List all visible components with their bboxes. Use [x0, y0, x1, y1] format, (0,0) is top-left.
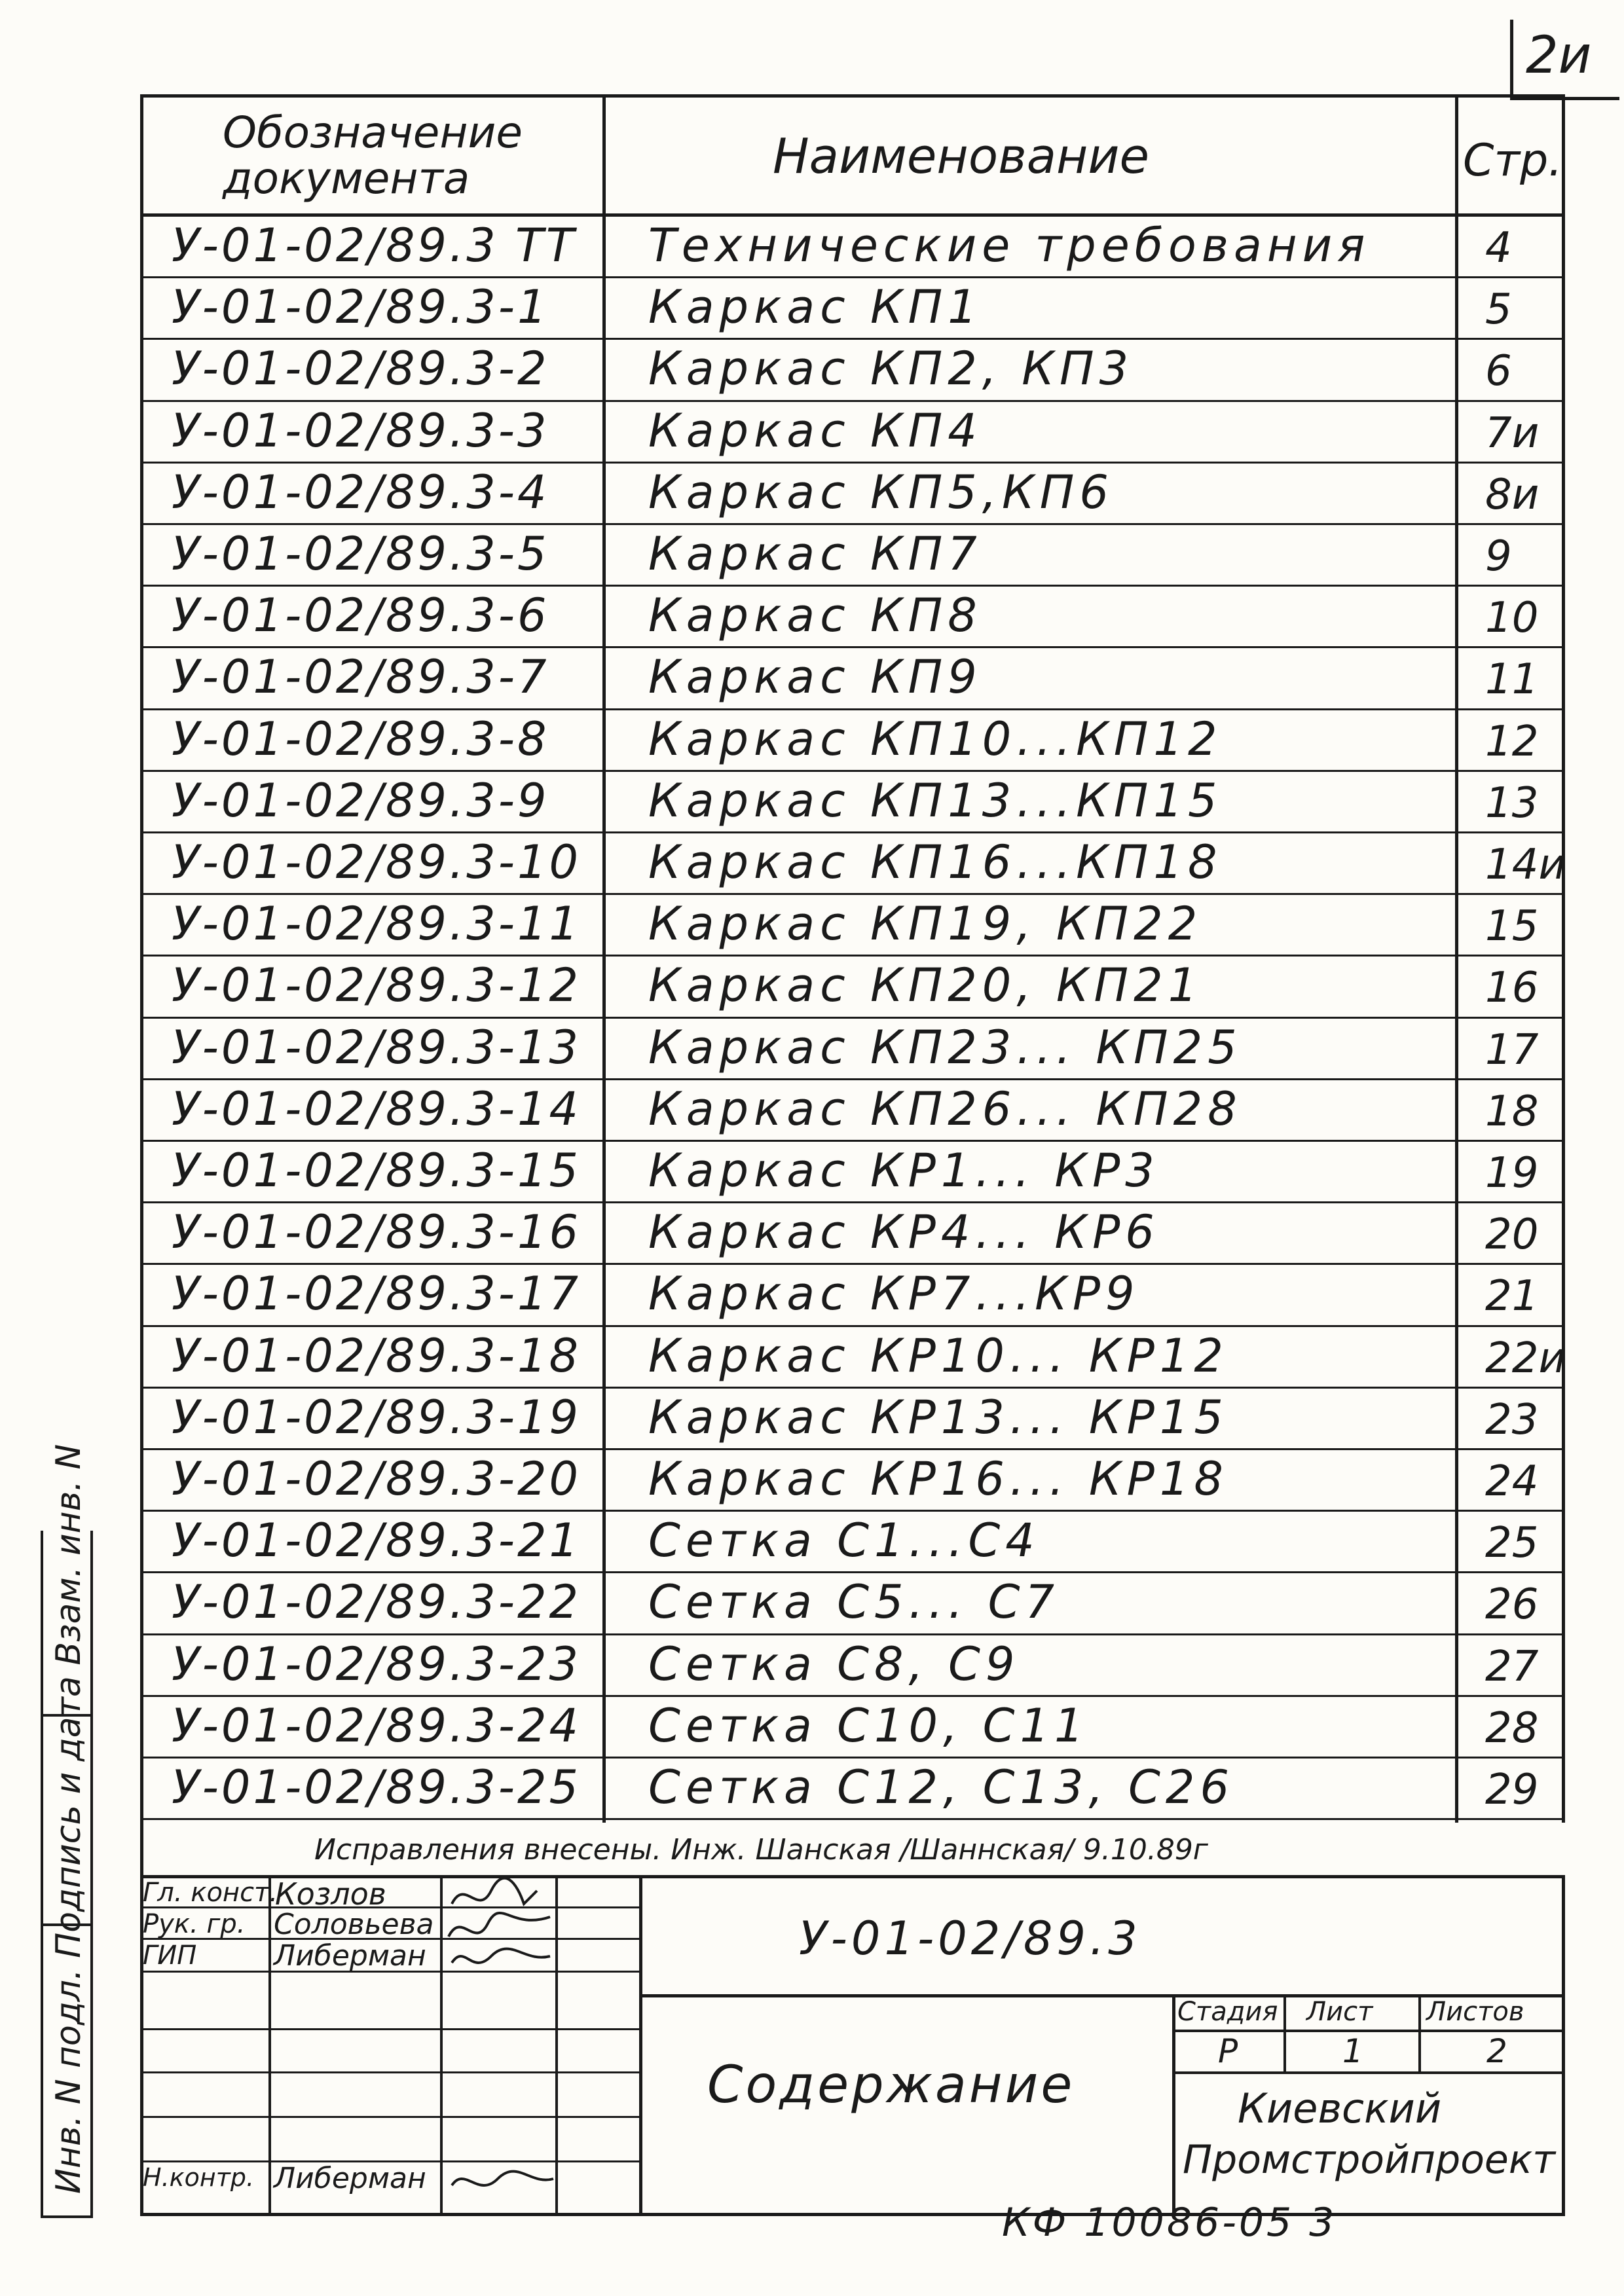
sheets-value: 2: [1486, 2032, 1507, 2070]
row-name: Каркас КП5,КП6: [648, 465, 1114, 519]
row-code: У-01-02/89.3 ТТ: [172, 219, 577, 272]
column-divider-2: [1455, 94, 1458, 1823]
titleblock-col-role: [268, 1875, 271, 2215]
document-title: Содержание: [707, 2056, 1075, 2115]
stage-value: Р: [1218, 2032, 1238, 2070]
row-separator: [140, 1633, 1565, 1635]
row-separator: [140, 1017, 1565, 1019]
row-name: Каркас КР13... КР15: [648, 1391, 1228, 1444]
row-page: 12: [1485, 718, 1539, 766]
row-separator: [140, 1325, 1565, 1327]
role-chief-constructor: Гл. конст.: [143, 1878, 278, 1908]
page-number: 2и: [1526, 26, 1592, 85]
row-name: Каркас КР4... КР6: [648, 1205, 1160, 1259]
row-page: 28: [1485, 1704, 1539, 1753]
sheet-value: 1: [1342, 2032, 1363, 2070]
titleblock-stage-col: [1172, 1994, 1175, 2215]
row-name: Каркас КП26... КП28: [648, 1082, 1242, 1136]
row-name: Каркас КП4: [648, 404, 982, 458]
row-name: Технические требования: [648, 219, 1371, 272]
stage-label: Стадия: [1177, 1997, 1278, 2027]
titleblock-person-line-6: [140, 2116, 639, 2118]
row-separator: [140, 770, 1565, 772]
sheet-label: Лист: [1306, 1997, 1373, 2027]
titleblock-right-border: [1562, 1875, 1565, 2215]
row-code: У-01-02/89.3-10: [172, 835, 581, 889]
side-strip-divider-3: [41, 2215, 90, 2218]
row-code: У-01-02/89.3-18: [172, 1329, 581, 1383]
header-separator: [140, 213, 1565, 217]
row-page: 25: [1485, 1519, 1539, 1567]
row-page: 4: [1485, 224, 1512, 272]
row-code: У-01-02/89.3-9: [172, 774, 549, 828]
row-code: У-01-02/89.3-23: [172, 1637, 581, 1691]
row-code: У-01-02/89.3-11: [172, 897, 581, 951]
row-name: Каркас КП8: [648, 589, 982, 642]
row-name: Каркас КР7...КР9: [648, 1267, 1140, 1321]
row-page: 21: [1485, 1272, 1539, 1321]
row-code: У-01-02/89.3-24: [172, 1699, 581, 1753]
row-page: 22и: [1485, 1334, 1566, 1383]
titleblock-person-line-5: [140, 2071, 639, 2073]
row-name: Каркас КП20, КП21: [648, 958, 1203, 1012]
row-separator: [140, 1818, 1565, 1820]
sheets-label: Листов: [1426, 1997, 1524, 2027]
row-name: Сетка С5... С7: [648, 1575, 1060, 1629]
row-name: Сетка С1...С4: [648, 1514, 1040, 1567]
table-border-top: [140, 94, 1565, 98]
signature-liberman-2: [452, 2172, 553, 2185]
row-code: У-01-02/89.3-15: [172, 1144, 581, 1197]
organization-line2: Промстройпроект: [1183, 2137, 1556, 2183]
header-name: Наименование: [773, 128, 1150, 185]
row-separator: [140, 1757, 1565, 1758]
row-page: 24: [1485, 1457, 1539, 1506]
row-name: Каркас КП10...КП12: [648, 712, 1223, 766]
row-separator: [140, 1140, 1565, 1142]
row-code: У-01-02/89.3-1: [172, 280, 549, 334]
name-chief-engineer: Либерман: [274, 1939, 426, 1973]
row-page: 10: [1485, 594, 1539, 642]
row-page: 5: [1485, 285, 1512, 334]
row-page: 29: [1485, 1766, 1539, 1814]
row-separator: [140, 831, 1565, 833]
header-designation-line2: документа: [223, 153, 470, 204]
signature-marks: [445, 1878, 557, 2218]
organization-line1: Киевский: [1238, 2085, 1442, 2132]
row-separator: [140, 462, 1565, 464]
signature-solovyeva: [449, 1913, 550, 1937]
row-separator: [140, 1387, 1565, 1389]
row-separator: [140, 338, 1565, 340]
row-code: У-01-02/89.3-13: [172, 1021, 581, 1074]
row-separator: [140, 276, 1565, 278]
row-name: Каркас КП19, КП22: [648, 897, 1203, 951]
row-code: У-01-02/89.3-20: [172, 1452, 581, 1506]
row-name: Каркас КР10... КР12: [648, 1329, 1228, 1383]
signature-kozlov: [452, 1878, 537, 1904]
footer-code: КФ 10086-05 3: [1002, 2200, 1337, 2246]
row-separator: [140, 1695, 1565, 1697]
header-designation-line1: Обозначение: [223, 107, 523, 158]
row-name: Сетка С8, С9: [648, 1637, 1020, 1691]
row-page: 23: [1485, 1396, 1539, 1444]
row-page: 11: [1485, 655, 1539, 704]
row-name: Каркас КП13...КП15: [648, 774, 1223, 828]
role-group-leader: Рук. гр.: [143, 1909, 246, 1939]
row-name: Каркас КП2, КП3: [648, 342, 1134, 395]
row-separator: [140, 1510, 1565, 1512]
row-page: 9: [1485, 532, 1512, 581]
row-page: 17: [1485, 1026, 1539, 1074]
row-code: У-01-02/89.3-12: [172, 958, 581, 1012]
row-code: У-01-02/89.3-5: [172, 527, 549, 581]
row-name: Каркас КП16...КП18: [648, 835, 1223, 889]
header-page: Стр.: [1463, 135, 1562, 187]
row-code: У-01-02/89.3-16: [172, 1205, 581, 1259]
row-code: У-01-02/89.3-25: [172, 1760, 581, 1814]
row-page: 19: [1485, 1149, 1539, 1197]
row-separator: [140, 708, 1565, 710]
row-code: У-01-02/89.3-4: [172, 465, 549, 519]
row-name: Каркас КП7: [648, 527, 982, 581]
row-code: У-01-02/89.3-19: [172, 1391, 581, 1444]
row-separator: [140, 523, 1565, 525]
row-name: Каркас КР1... КР3: [648, 1144, 1160, 1197]
row-code: У-01-02/89.3-3: [172, 404, 549, 458]
titleblock-bottom-line: [140, 2213, 1565, 2216]
row-separator: [140, 955, 1565, 957]
titleblock-stage-hline2: [1172, 2071, 1565, 2074]
row-separator: [140, 1078, 1565, 1080]
signature-liberman: [452, 1949, 550, 1963]
row-code: У-01-02/89.3-22: [172, 1575, 581, 1629]
row-page: 7и: [1485, 409, 1540, 458]
row-page: 15: [1485, 902, 1539, 951]
row-name: Сетка С10, С11: [648, 1699, 1089, 1753]
titleblock-col-name: [440, 1875, 443, 2215]
row-page: 18: [1485, 1087, 1539, 1136]
row-page: 20: [1485, 1211, 1539, 1259]
row-code: У-01-02/89.3-14: [172, 1082, 581, 1136]
row-separator: [140, 893, 1565, 895]
row-name: Каркас КП1: [648, 280, 982, 334]
name-chief-constructor: Козлов: [275, 1876, 386, 1912]
row-page: 13: [1485, 779, 1539, 828]
titleblock-col-main: [639, 1875, 642, 2215]
row-page: 26: [1485, 1580, 1539, 1629]
row-page: 27: [1485, 1643, 1539, 1691]
side-strip-text: Инв. N подл. Подпись и дата Взам. инв. N: [49, 1444, 88, 2194]
column-divider-1: [602, 94, 606, 1823]
name-group-leader: Соловьева: [274, 1908, 434, 1941]
row-name: Каркас КП23... КП25: [648, 1021, 1242, 1074]
row-separator: [140, 1263, 1565, 1265]
row-separator: [140, 1448, 1565, 1450]
row-separator: [140, 646, 1565, 648]
titleblock-person-line-4: [140, 2028, 639, 2030]
document-code: У-01-02/89.3: [799, 1912, 1141, 1965]
row-code: У-01-02/89.3-7: [172, 650, 549, 704]
row-name: Каркас КП9: [648, 650, 982, 704]
row-page: 6: [1485, 347, 1512, 395]
name-norm-control: Либерман: [274, 2162, 426, 2195]
row-separator: [140, 1571, 1565, 1573]
row-page: 8и: [1485, 471, 1540, 519]
row-separator: [140, 585, 1565, 587]
table-border-right: [1562, 94, 1565, 1823]
role-chief-engineer: ГИП: [143, 1941, 197, 1971]
row-code: У-01-02/89.3-6: [172, 589, 549, 642]
row-name: Сетка С12, С13, С26: [648, 1760, 1234, 1814]
row-code: У-01-02/89.3-8: [172, 712, 549, 766]
row-page: 16: [1485, 964, 1539, 1012]
titleblock-stage-sub1: [1283, 1994, 1286, 2071]
row-code: У-01-02/89.3-21: [172, 1514, 581, 1567]
role-norm-control: Н.контр.: [143, 2163, 255, 2192]
titleblock-stage-sub2: [1418, 1994, 1421, 2071]
row-separator: [140, 400, 1565, 402]
row-page: 14и: [1485, 841, 1566, 889]
row-code: У-01-02/89.3-17: [172, 1267, 581, 1321]
row-name: Каркас КР16... КР18: [648, 1452, 1228, 1506]
correction-note: Исправления внесены. Инж. Шанская /Шаннская/ 9.10.89г: [314, 1833, 1208, 1867]
row-separator: [140, 1201, 1565, 1203]
row-code: У-01-02/89.3-2: [172, 342, 549, 395]
header-designation: [223, 107, 523, 204]
